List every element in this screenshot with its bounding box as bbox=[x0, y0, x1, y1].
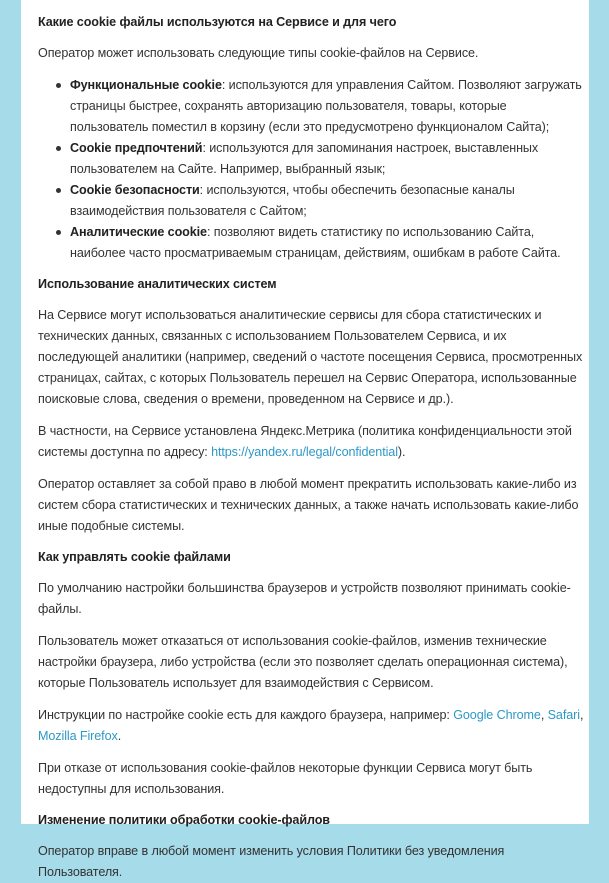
manage-paragraph-2: Пользователь может отказаться от использования cookie-файлов, изменив технические настройки браузера, либо устройства (если это позволяет сделать операционная система), которые Пользователь использует для взаимодействия с Сервисом. bbox=[38, 634, 568, 690]
google-chrome-link[interactable]: Google Chrome bbox=[453, 708, 541, 722]
cookie-types-list bbox=[38, 75, 586, 264]
manage-paragraph-4: При отказе от использования cookie-файлов некоторые функции Сервиса могут быть недоступны для использования. bbox=[38, 761, 533, 796]
list-item-security: Cookie безопасности: используются, чтобы обеспечить безопасные каналы взаимодействия пользователя с Сайтом; bbox=[70, 180, 586, 222]
policy-text bbox=[38, 12, 586, 883]
yandex-privacy-link[interactable]: https://yandex.ru/legal/confidential bbox=[211, 445, 398, 459]
policy-change-paragraph-1: Оператор вправе в любой момент изменить условия Политики без уведомления Пользователя. bbox=[38, 844, 505, 879]
manage-paragraph-1: По умолчанию настройки большинства браузеров и устройств позволяют принимать cookie-файлы. bbox=[38, 581, 571, 616]
list-item-preferences: Cookie предпочтений: используются для запоминания настроек, выставленных пользователем на Сайте. Например, выбранный язык; bbox=[70, 138, 586, 180]
analytics-paragraph-1: На Сервисе могут использоваться аналитические сервисы для сбора статистических и технических данных, связанных с использованием Пользователем Сервиса, и их последующей аналитики (например, сведений о частоте посещения Сервиса, просмотренных страницах, сайтах, с которых Пользователь перешел на Сервис Оператора, использованные поисковые слова, сведения о времени, проведенном на Сервисе и др.). bbox=[38, 308, 583, 406]
mozilla-firefox-link[interactable]: Mozilla Firefox bbox=[38, 729, 118, 743]
section-heading-analytics: Использование аналитических систем bbox=[38, 277, 277, 291]
analytics-paragraph-2: В частности, на Сервисе установлена Яндекс.Метрика (политика конфиденциальности этой системы доступна по адресу: https://yandex.ru/legal/confidential). bbox=[38, 424, 572, 459]
section-heading-cookie-types: Какие cookie файлы используются на Сервисе и для чего bbox=[38, 15, 397, 29]
section-heading-policy-change: Изменение политики обработки cookie-файлов bbox=[38, 813, 330, 827]
analytics-paragraph-3: Оператор оставляет за собой право в любой момент прекратить использовать какие-либо из систем сбора статистических и технических данных, а также начать использовать какие-либо иные подобные системы. bbox=[38, 477, 579, 533]
manage-paragraph-3: Инструкции по настройке cookie есть для каждого браузера, например: Google Chrome, Safari, Mozilla Firefox. bbox=[38, 708, 584, 743]
content-card bbox=[21, 0, 589, 879]
section-heading-manage: Как управлять cookie файлами bbox=[38, 550, 231, 564]
list-item-analytics: Аналитические cookie: позволяют видеть статистику по использованию Сайта, наиболее часто просматриваемым страницам, действиям, ошибкам в работе Сайта. bbox=[70, 222, 586, 264]
cookie-types-intro: Оператор может использовать следующие типы cookie-файлов на Сервисе. bbox=[38, 46, 479, 60]
safari-link[interactable]: Safari bbox=[547, 708, 580, 722]
list-item-functional: Функциональные cookie: используются для управления Сайтом. Позволяют загружать страницы быстрее, сохранять авторизацию пользователя, товары, которые пользователь поместил в корзину (если это предусмотрено функционалом Сайта); bbox=[70, 75, 586, 138]
